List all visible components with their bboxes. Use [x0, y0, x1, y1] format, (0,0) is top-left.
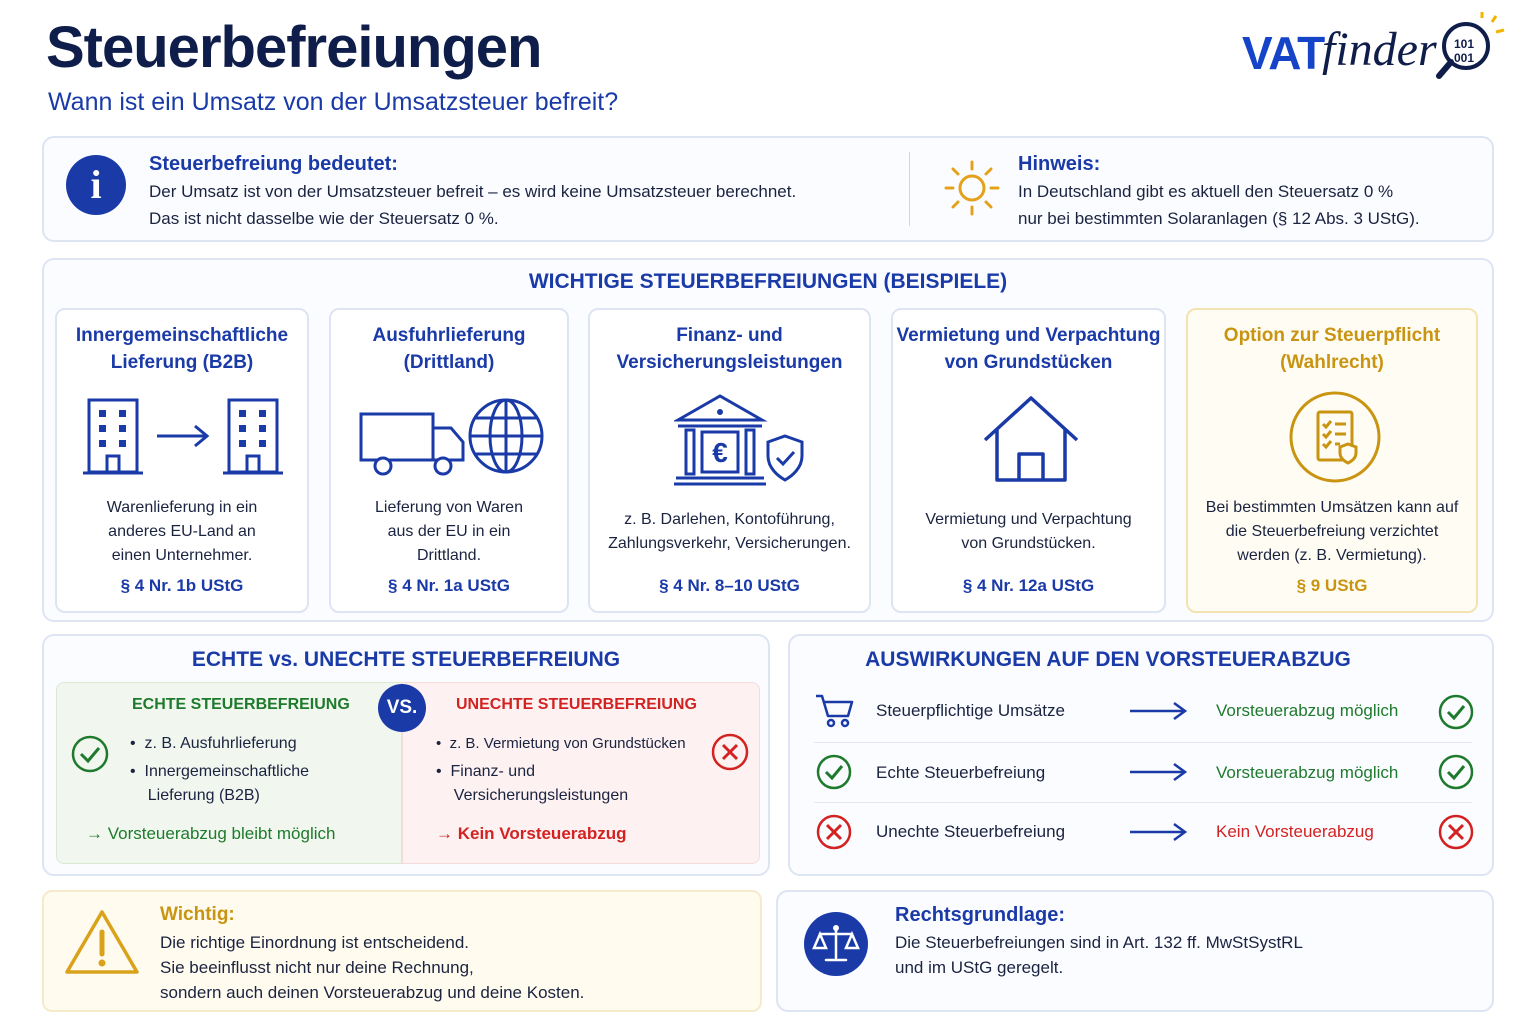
divider — [909, 152, 910, 226]
buildings-arrow-icon — [83, 396, 283, 478]
arrow-right-icon — [1128, 761, 1188, 783]
card-law-reference: § 4 Nr. 1b UStG — [120, 576, 244, 595]
vorsteuer-row-result: Vorsteuerabzug möglich — [1216, 701, 1399, 720]
example-card-finanz — [588, 308, 871, 613]
x-circle-icon — [814, 812, 854, 852]
unechte-item-1: • z. B. Vermietung von Grundstücken — [436, 735, 686, 752]
check-circle-icon — [1436, 692, 1476, 732]
page-title: Steuerbefreiungen — [46, 15, 542, 80]
card-title: Option zur Steuerpflicht (Wahlrecht) — [1223, 325, 1441, 373]
card-title: Innergemeinschaftliche Lieferung (B2B) — [75, 325, 289, 373]
example-card-innergemeinschaftlich — [55, 308, 309, 613]
hint-title: Hinweis: — [1018, 153, 1101, 175]
unechte-result: → Kein Vorsteuerabzug — [436, 824, 627, 843]
definition-title: Steuerbefreiung bedeutet: — [149, 153, 398, 175]
card-title: Ausfuhrlieferung (Drittland) — [372, 325, 526, 373]
warning-text: Die richtige Einordnung ist entscheidend. Sie beeinflusst nicht nur deine Rechnung, sondern auch deinen Vorsteuerabzug und deine Kosten. — [160, 933, 585, 1002]
vs-badge: VS. — [378, 684, 426, 732]
logo-digits-bottom: 001 — [1454, 51, 1475, 65]
unechte-title: UNECHTE STEUERBEFREIUNG — [456, 696, 697, 713]
card-description: Lieferung von Waren aus der EU in ein Drittland. — [375, 499, 523, 564]
echte-title: ECHTE STEUERBEFREIUNG — [132, 696, 350, 713]
x-circle-icon — [1436, 812, 1476, 852]
row-divider — [814, 802, 1472, 803]
vorsteuer-row-result: Kein Vorsteuerabzug — [1216, 822, 1374, 841]
card-description: Bei bestimmten Umsätzen kann auf die Steuerbefreiung verzichtet werden (z. B. Vermietung). — [1205, 499, 1459, 564]
check-circle-icon — [1436, 752, 1476, 792]
row-divider — [814, 742, 1472, 743]
card-title: Vermietung und Verpachtung von Grundstücken — [896, 325, 1161, 373]
hint-line-2: nur bei bestimmten Solaranlagen (§ 12 Abs. 3 UStG). — [1018, 209, 1420, 228]
unechte-item-2: • Finanz- und Versicherungsleistungen — [436, 763, 629, 804]
card-law-reference: § 4 Nr. 8–10 UStG — [659, 576, 800, 595]
card-law-reference: § 9 UStG — [1296, 576, 1368, 595]
vorsteuer-row-label: Steuerpflichtige Umsätze — [876, 701, 1065, 720]
bank-shield-icon — [674, 390, 806, 488]
warning-title: Wichtig: — [160, 904, 235, 925]
logo-vat-text: VAT — [1242, 27, 1325, 79]
truck-globe-icon — [357, 396, 547, 480]
x-circle-icon — [710, 732, 750, 772]
check-circle-icon — [70, 734, 110, 774]
echte-result: → Vorsteuerabzug bleibt möglich — [86, 824, 336, 843]
svg-text:€: € — [712, 437, 728, 468]
example-card-vermietung — [891, 308, 1166, 613]
logo-finder-text: finder — [1322, 23, 1437, 76]
warning-icon — [64, 908, 140, 976]
vorsteuer-row-label: Unechte Steuerbefreiung — [876, 822, 1066, 841]
card-title: Finanz- und Versicherungsleistungen — [616, 325, 843, 373]
house-icon — [981, 394, 1081, 486]
checklist-icon — [1288, 390, 1382, 484]
card-law-reference: § 4 Nr. 1a UStG — [388, 576, 510, 595]
hint-line-1: In Deutschland gibt es aktuell den Steuersatz 0 % — [1018, 182, 1394, 201]
legal-title: Rechtsgrundlage: — [895, 904, 1066, 926]
card-description: Warenlieferung in ein anderes EU-Land an einen Unternehmer. — [106, 499, 258, 564]
vatfinder-logo[interactable] — [1240, 18, 1510, 98]
card-law-reference: § 4 Nr. 12a UStG — [962, 576, 1095, 595]
example-card-ausfuhr — [329, 308, 569, 613]
scales-icon — [804, 912, 868, 976]
echte-item-1: • z. B. Ausfuhrlieferung — [130, 735, 297, 752]
arrow-right-icon — [1128, 700, 1188, 722]
examples-title: WICHTIGE STEUERBEFREIUNGEN (BEISPIELE) — [528, 270, 1008, 293]
legal-text: Die Steuerbefreiungen sind in Art. 132 ff. MwStSystRL und im UStG geregelt. — [895, 933, 1303, 977]
info-icon: i — [66, 155, 126, 215]
arrow-right-icon — [1128, 821, 1188, 843]
vorsteuer-title: AUSWIRKUNGEN AUF DEN VORSTEUERABZUG — [865, 648, 1351, 671]
sun-icon — [944, 160, 1000, 216]
page-subtitle: Wann ist ein Umsatz von der Umsatzsteuer befreit? — [48, 88, 619, 116]
echte-item-2: • Innergemeinschaftliche Lieferung (B2B) — [130, 763, 310, 804]
card-description: z. B. Darlehen, Kontoführung, Zahlungsverkehr, Versicherungen. — [608, 511, 851, 552]
card-description: Vermietung und Verpachtung von Grundstücken. — [925, 511, 1132, 552]
vorsteuer-row-result: Vorsteuerabzug möglich — [1216, 763, 1399, 782]
vorsteuer-row-label: Echte Steuerbefreiung — [876, 763, 1046, 782]
logo-digits-top: 101 — [1454, 37, 1475, 51]
comparison-title: ECHTE vs. UNECHTE STEUERBEFREIUNG — [191, 648, 621, 671]
example-card-option — [1186, 308, 1478, 613]
check-circle-icon — [814, 752, 854, 792]
definition-line-2: Das ist nicht dasselbe wie der Steuersatz 0 %. — [149, 209, 499, 228]
definition-line-1: Der Umsatz ist von der Umsatzsteuer befreit – es wird keine Umsatzsteuer berechnet. — [149, 182, 797, 201]
cart-icon — [814, 692, 856, 728]
